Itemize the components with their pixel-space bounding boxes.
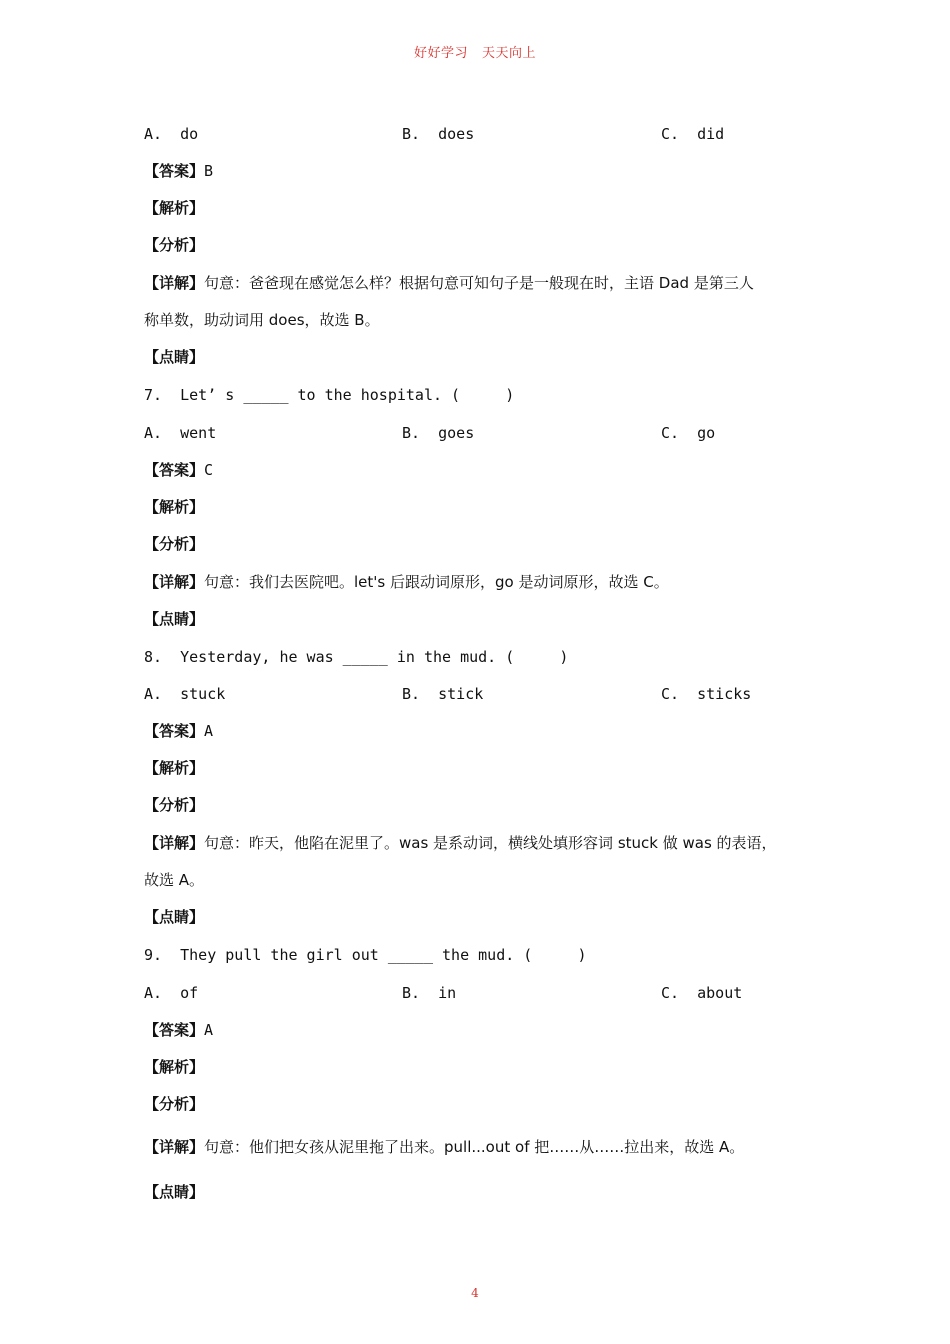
option-a: A. stuck [144,685,226,703]
dianjing-heading: 【点睛】 [144,348,205,366]
question-9: 9. They pull the girl out _____ the mud. ( ) [144,946,587,964]
option-a: A. went [144,424,217,442]
answer-line: 【答案】B [144,162,214,180]
option-b: B. does [402,125,475,143]
dianjing-heading: 【点睛】 [144,610,205,628]
option-a: A. do [144,125,199,143]
analysis-heading: 【解析】 [144,1058,205,1076]
page-number: 4 [471,1286,479,1300]
answer-line: 【答案】C [144,461,214,479]
option-b: B. in [402,984,457,1002]
question-8: 8. Yesterday, he was _____ in the mud. ( ) [144,648,569,666]
detail-line: 【详解】句意：爸爸现在感觉怎么样？根据句意可知句子是一般现在时，主语 Dad 是第三人 [144,274,754,292]
page-header: 好好学习 天天向上 [414,46,536,61]
fenxi-heading: 【分析】 [144,236,205,254]
option-c: C. sticks [661,685,752,703]
dianjing-heading: 【点睛】 [144,908,205,926]
analysis-heading: 【解析】 [144,498,205,516]
analysis-heading: 【解析】 [144,759,205,777]
option-b: B. stick [402,685,484,703]
detail-line-cont: 故选 A。 [144,871,205,889]
fenxi-heading: 【分析】 [144,1095,205,1113]
fenxi-heading: 【分析】 [144,535,205,553]
analysis-heading: 【解析】 [144,199,205,217]
option-c: C. about [661,984,743,1002]
detail-line-cont: 称单数，助动词用 does，故选 B。 [144,311,380,329]
question-7: 7. Let’ s _____ to the hospital. ( ) [144,386,515,404]
option-c: C. go [661,424,716,442]
dianjing-heading: 【点睛】 [144,1183,205,1201]
option-a: A. of [144,984,199,1002]
detail-line: 【详解】句意：他们把女孩从泥里拖了出来。pull...out of 把……从……拉出来，故选 A。 [144,1138,745,1156]
detail-line: 【详解】句意：我们去医院吧。let's 后跟动词原形，go 是动词原形，故选 C。 [144,573,669,591]
fenxi-heading: 【分析】 [144,796,205,814]
detail-line: 【详解】句意：昨天，他陷在泥里了。was 是系动词，横线处填形容词 stuck 做 was 的表语， [144,834,777,852]
option-b: B. goes [402,424,475,442]
answer-line: 【答案】A [144,722,214,740]
option-c: C. did [661,125,725,143]
answer-line: 【答案】A [144,1021,214,1039]
